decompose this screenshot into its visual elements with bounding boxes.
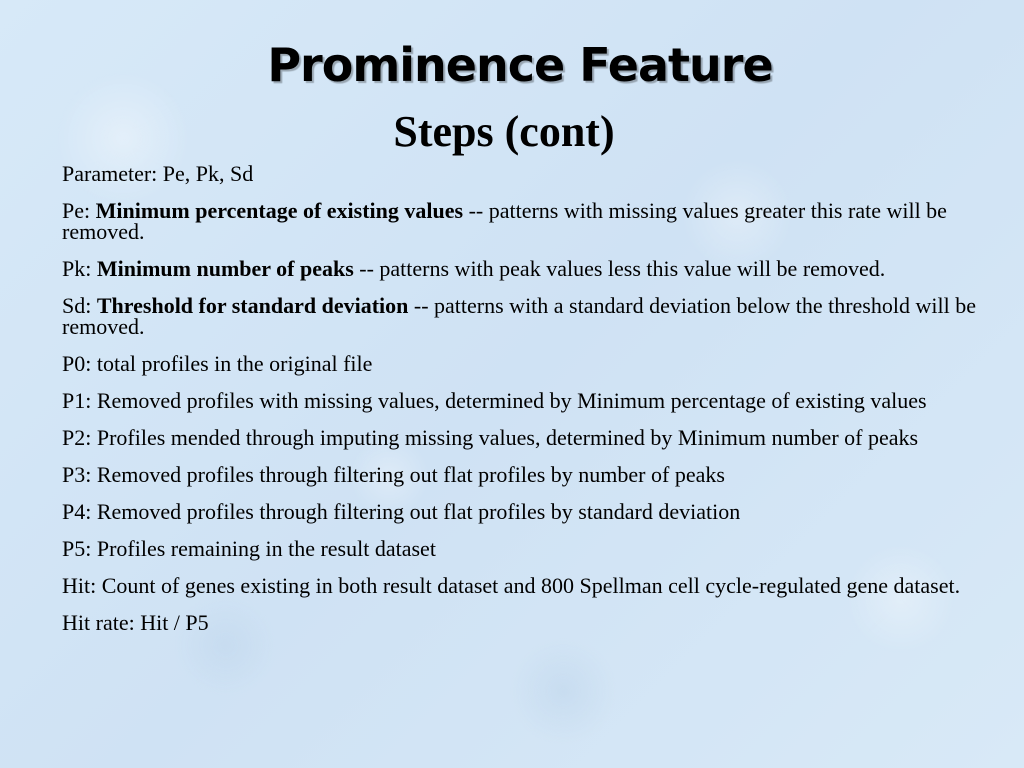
pk-definition xyxy=(62,258,992,279)
slide-body xyxy=(62,163,992,649)
sd-term: Threshold for standard deviation xyxy=(96,293,409,318)
p2-line: P2: Profiles mended through imputing missing values, determined by Minimum number of peaks xyxy=(62,425,919,450)
pk-description: -- patterns with peak values less this value will be removed. xyxy=(353,256,886,281)
p0-line: P0: total profiles in the original file xyxy=(62,351,373,376)
pe-term: Minimum percentage of existing values xyxy=(95,198,464,223)
hit-rate-line: Hit rate: Hit / P5 xyxy=(62,610,209,635)
pk-term: Minimum number of peaks xyxy=(96,256,354,281)
p5-line: P5: Profiles remaining in the result dataset xyxy=(62,536,436,561)
slide-subtitle: Steps (cont) xyxy=(393,107,615,156)
sd-prefix: Sd: xyxy=(62,293,97,318)
pk-prefix: Pk: xyxy=(62,256,97,281)
p3-line: P3: Removed profiles through filtering out flat profiles by number of peaks xyxy=(62,462,725,487)
sd-description: -- patterns with a standard deviation below the threshold will be removed. xyxy=(62,293,976,339)
parameter-line: Parameter: Pe, Pk, Sd xyxy=(62,161,254,186)
slide-title: Prominence Feature xyxy=(267,38,773,92)
p4-line: P4: Removed profiles through filtering out flat profiles by standard deviation xyxy=(62,499,741,524)
sd-definition xyxy=(62,295,992,337)
pe-description: -- patterns with missing values greater this rate will be removed. xyxy=(62,198,947,244)
pe-definition xyxy=(62,200,992,242)
p1-line: P1: Removed profiles with missing values, determined by Minimum percentage of existing values xyxy=(62,388,927,413)
pe-prefix: Pe: xyxy=(62,198,96,223)
hit-line: Hit: Count of genes existing in both result dataset and 800 Spellman cell cycle-regulated gene dataset. xyxy=(62,573,961,598)
